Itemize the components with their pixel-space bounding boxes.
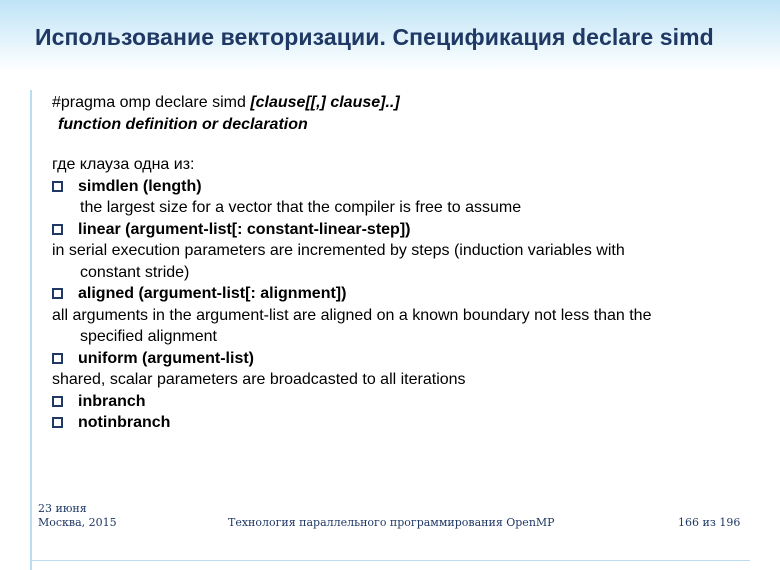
bottom-divider [30,560,750,561]
list-item [52,219,752,241]
clause-desc: in serial execution parameters are incremented by steps (induction variables with [52,242,625,259]
footer-date-place: Москва, 2015 [38,516,117,529]
pragma-prefix: #pragma omp declare simd [52,94,251,111]
clause-term: inbranch [78,392,146,410]
checkbox-bullet-icon [52,353,63,364]
footer-course: Технология параллельного программирования OpenMP [228,516,555,529]
clause-desc: the largest size for a vector that the compiler is free to assume [80,199,522,216]
list-item [52,176,752,198]
clause-term: linear (argument-list[: constant-linear-step]) [78,220,411,238]
list-item [52,391,752,413]
clause-desc: constant stride) [80,263,190,281]
clause-desc: specified alignment [80,328,217,345]
checkbox-bullet-icon [52,224,63,235]
clause-intro: где клауза одна из: [52,156,195,173]
pragma-line [52,92,752,114]
clause-desc: shared, scalar parameters are broadcasted to all iterations [52,371,466,388]
slide-content [52,92,752,434]
footer-date [38,502,117,530]
list-item [52,283,752,305]
footer-date-day: 23 июня [38,502,87,515]
left-divider [30,90,32,570]
clause-term: uniform (argument-list) [78,349,254,367]
checkbox-bullet-icon [52,288,63,299]
list-item [52,348,752,370]
checkbox-bullet-icon [52,181,63,192]
clause-term: aligned (argument-list[: alignment]) [78,285,347,302]
list-item [52,412,752,434]
function-line: function definition or declaration [58,115,308,133]
pragma-clause: [clause[[,] clause]..] [250,94,400,111]
clause-desc: all arguments in the argument-list are aligned on a known boundary not less than the [52,306,652,324]
footer-page-number: 166 из 196 [678,516,741,529]
clause-term: simdlen (length) [78,177,202,195]
slide-header [0,0,780,72]
clause-term: notinbranch [78,414,171,431]
checkbox-bullet-icon [52,396,63,407]
checkbox-bullet-icon [52,417,63,428]
slide-title: Использование векторизации. Спецификация declare simd [35,24,714,50]
